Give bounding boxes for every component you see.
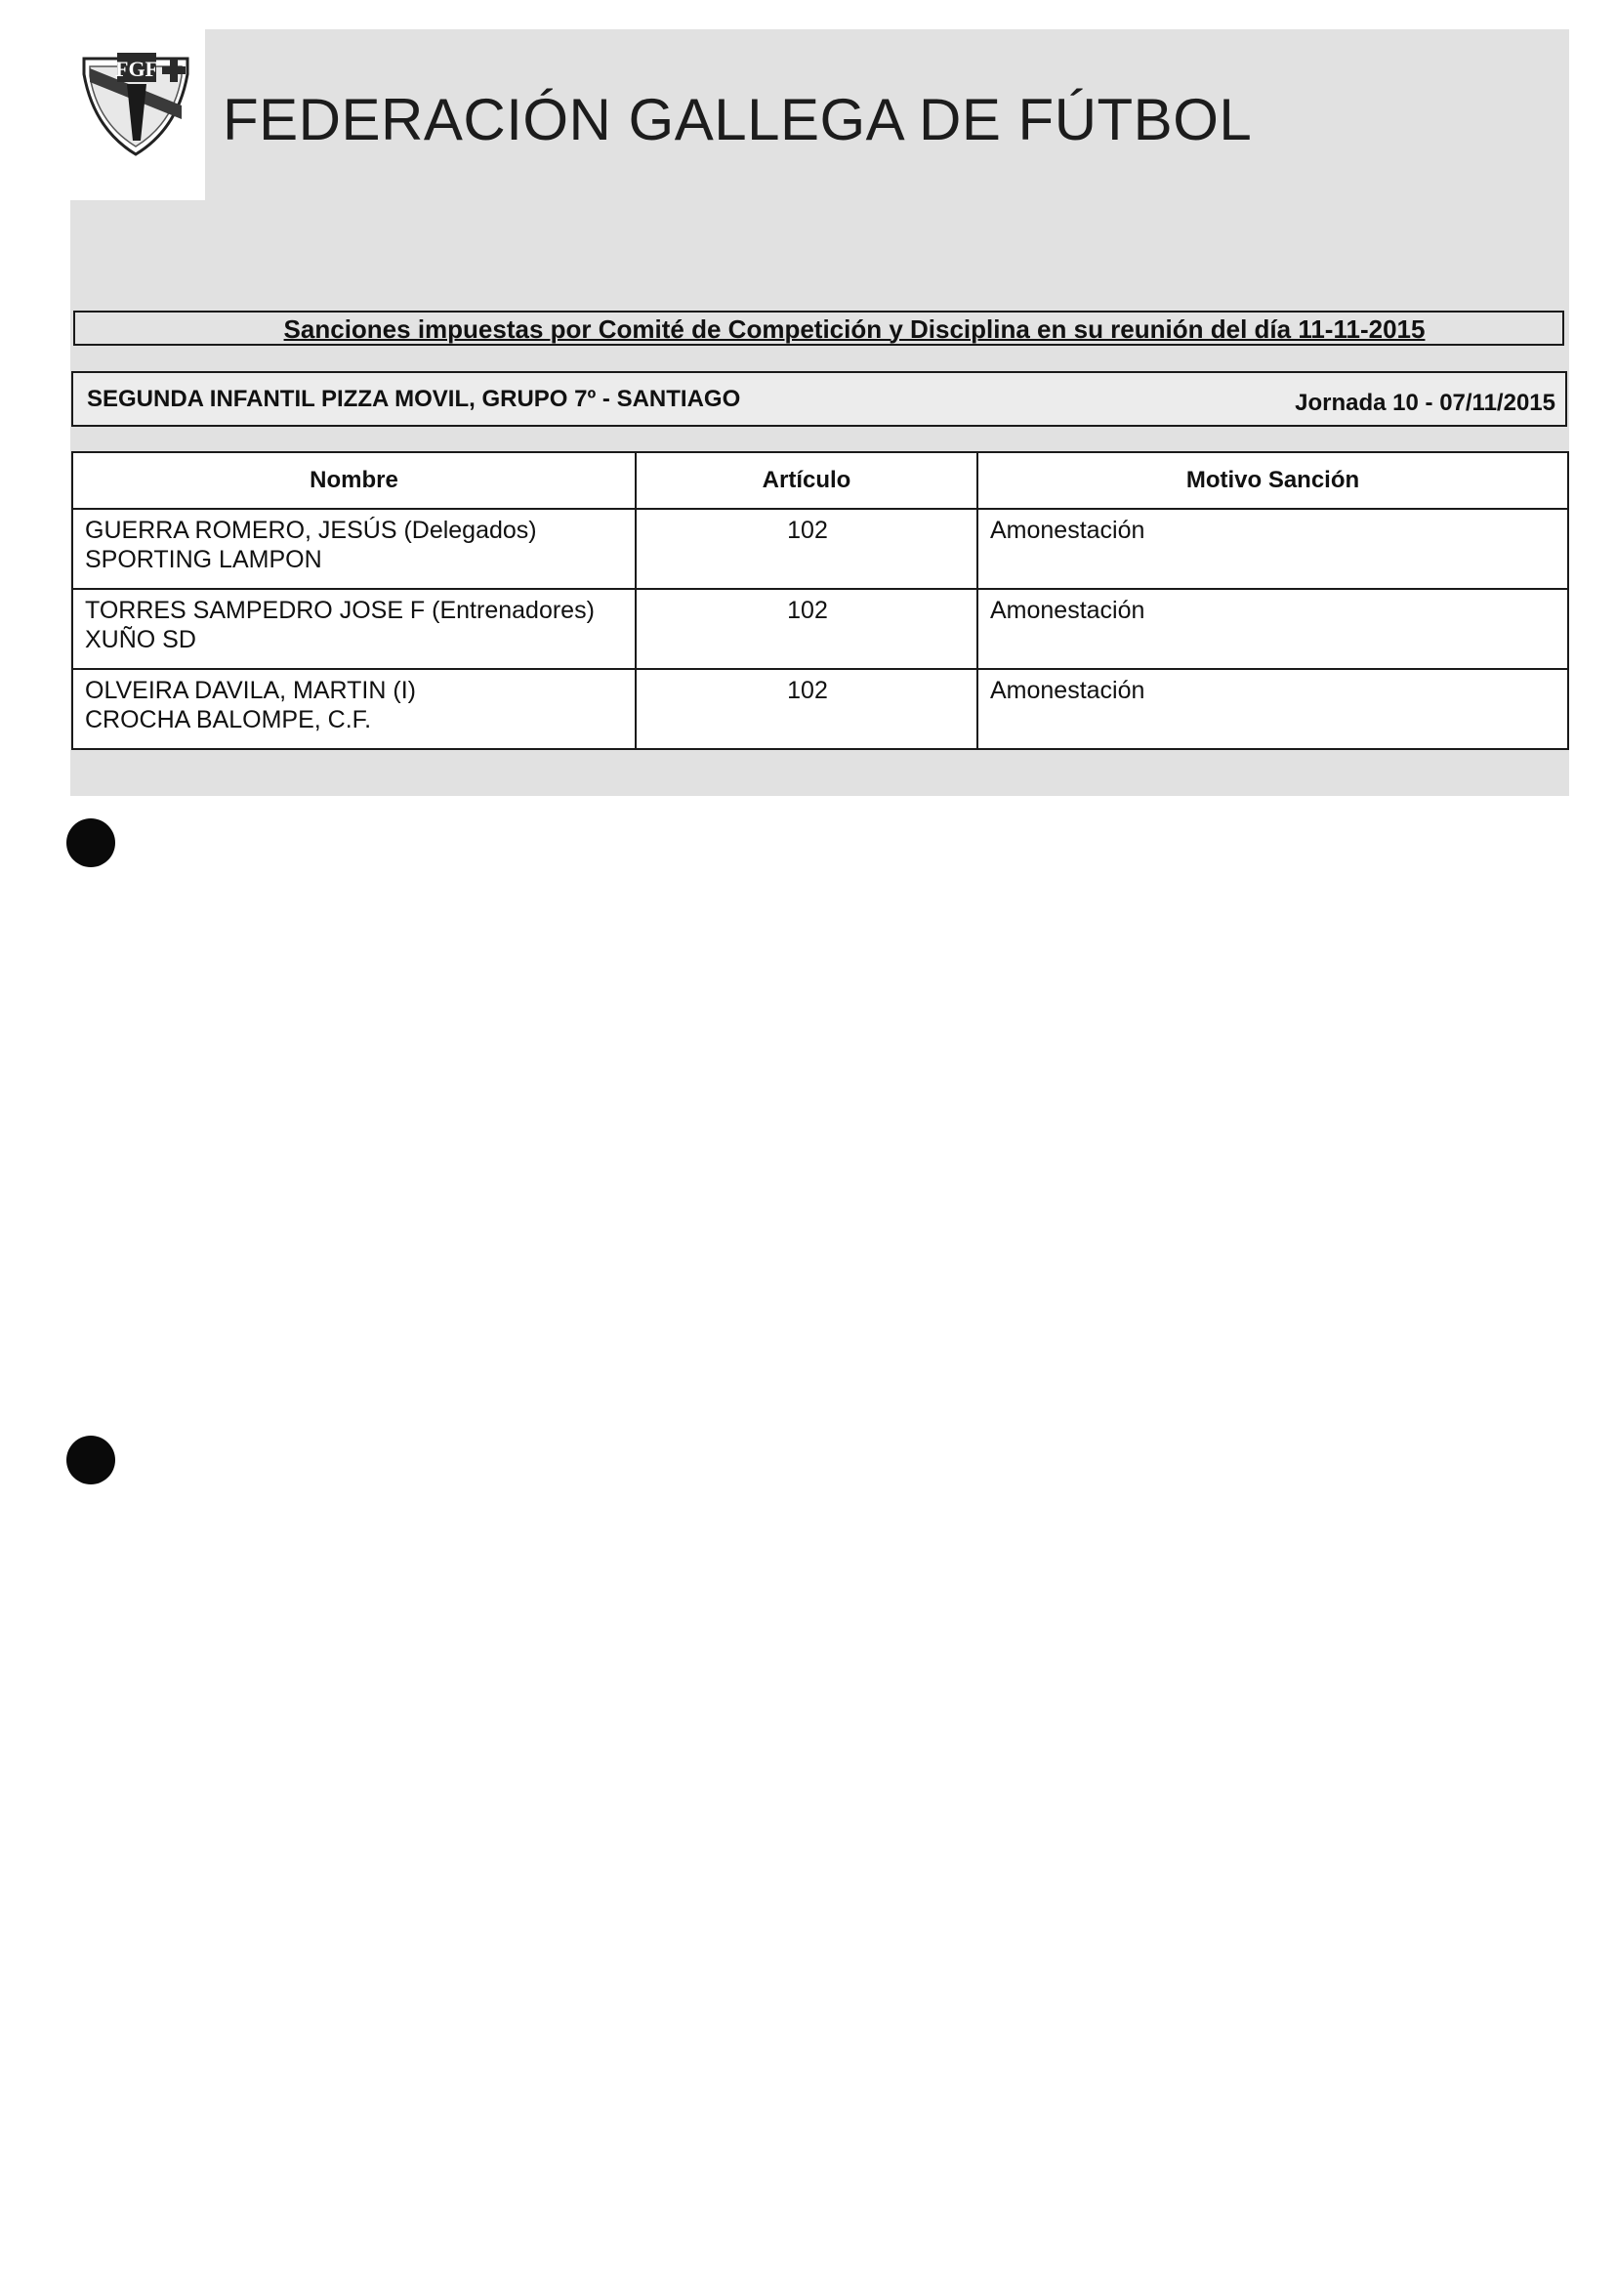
punch-hole-icon [66,1436,115,1484]
competition-group: SEGUNDA INFANTIL PIZZA MOVIL, GRUPO 7º - SANTIAGO [87,386,741,412]
table-header-row [72,452,1568,509]
session-title: Sanciones impuestas por Comité de Competición y Disciplina en su reunión del día 11-11-2015 [283,314,1426,344]
table-row [72,589,1568,669]
sanction-article: 102 [636,669,977,749]
person-name: TORRES SAMPEDRO JOSE F (Entrenadores) [85,597,595,624]
person-name: GUERRA ROMERO, JESÚS (Delegados) [85,517,537,544]
club-name: XUÑO SD [85,626,196,653]
logo-text: FGF [115,57,158,81]
competition-round: Jornada 10 - 07/11/2015 [1295,390,1555,416]
table-row [72,509,1568,589]
person-name: OLVEIRA DAVILA, MARTIN (I) [85,677,416,704]
sanction-article: 102 [636,589,977,669]
column-header-reason: Motivo Sanción [977,452,1568,509]
sanction-name-cell [72,589,636,669]
sanction-reason: Amonestación [977,509,1568,589]
column-header-article: Artículo [636,452,977,509]
column-header-name: Nombre [72,452,636,509]
club-name: SPORTING LAMPON [85,546,322,573]
sanction-name-cell [72,669,636,749]
federation-logo [70,29,205,200]
session-banner [73,311,1564,346]
sanction-reason: Amonestación [977,669,1568,749]
federation-title: FEDERACIÓN GALLEGA DE FÚTBOL [223,87,1253,152]
competition-header [71,371,1567,427]
table-row [72,669,1568,749]
fgf-shield-logo-icon [76,45,195,162]
sanctions-table [71,451,1569,750]
sanction-reason: Amonestación [977,589,1568,669]
punch-hole-icon [66,818,115,867]
sanction-article: 102 [636,509,977,589]
sanction-name-cell [72,509,636,589]
club-name: CROCHA BALOMPE, C.F. [85,706,372,733]
